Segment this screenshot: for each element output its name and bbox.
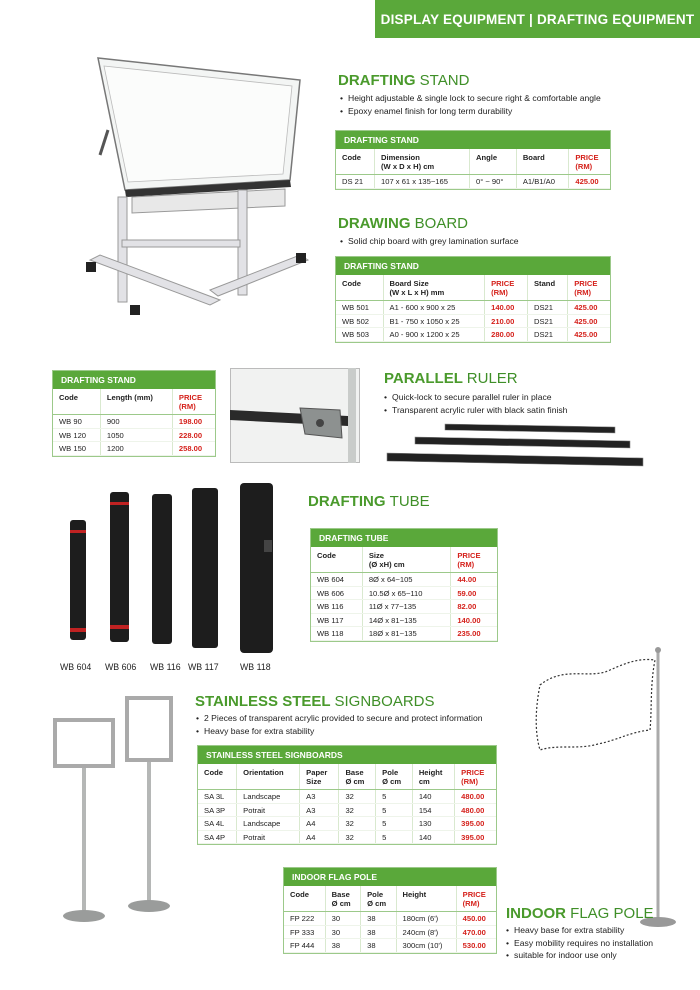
table-row: FP 333 30 38 240cm (8') 470.00 [284,925,496,939]
tube-caption-wb604: WB 604 [60,662,92,672]
table-row: SA 4L Landscape A4 32 5 130 395.00 [198,817,496,831]
parallel-ruler-title: PARALLEL RULER [384,370,518,387]
table-row: DS 21 107 x 61 x 135~165 0° ~ 90° A1/B1/A0 425.00 [336,175,610,189]
signboards-table: STAINLESS STEEL SIGNBOARDS Code Orientation Paper Size Base Ø cm Pole Ø cm Height cm PRICE (RM) SA 3L Landscape A3 32 5 140 480.00 SA 3P Potrait A3 32 5 154 480.00 SA 4L Landscape A4 32 5 130 395.00 SA 4P Potrait A4 32 5 140 395.00 [197,745,497,845]
ruler-price-table: DRAFTING STAND Code Length (mm) PRICE (RM) WB 90 900 198.00 WB 120 1050 228.00 WB 150 1200 258.00 [52,370,216,457]
table-row: WB 502 B1 - 750 x 1050 x 25 210.00 DS21 425.00 [336,314,610,328]
tube-caption-wb116: WB 116 [150,662,181,672]
signboards-bullets: • 2 Pieces of transparent acrylic provided to secure and protect information • Heavy base for extra stability [196,712,483,737]
table-row: FP 222 30 38 180cm (6') 450.00 [284,912,496,926]
drawing-board-table: DRAFTING STAND Code Board Size (W x L x H) mm PRICE (RM) Stand PRICE (RM) WB 501 A1 - 600 x 900 x 25 140.00 DS21 425.00 WB 502 B1 - 750 x 1050 x 25 210.00 DS21 425.00 WB 503 A0 - 900 x 1200 x 25 280.00 DS21 425.00 [335,256,611,343]
flag-pole-bullets: • Heavy base for extra stability • Easy mobility requires no installation • suitable for indoor use only [506,924,653,962]
drafting-stand-title: DRAFTING STAND [338,72,470,89]
ruler-closeup-image [230,368,360,463]
table-row: WB 503 A0 - 900 x 1200 x 25 280.00 DS21 425.00 [336,328,610,342]
flag-pole-table: INDOOR FLAG POLE Code Base Ø cm Pole Ø cm Height PRICE (RM) FP 222 30 38 180cm (6') 450.00 FP 333 30 38 240cm (8') 470.00 FP 444 38 38 300cm (10') 530.00 [283,867,497,954]
table-row: SA 4P Potrait A4 32 5 140 395.00 [198,830,496,844]
signboards-title: STAINLESS STEEL SIGNBOARDS [195,693,435,710]
table-row: WB 604 8Ø x 64~105 44.00 [311,573,497,587]
flag-pole-title: INDOOR FLAG POLE [506,905,654,922]
drafting-stand-table: DRAFTING STAND Code Dimension (W x D x H) cm Angle Board PRICE (RM) DS 21 107 x 61 x 135~165 0° ~ 90° A1/B1/A0 425.00 [335,130,611,190]
table-row: WB 501 A1 - 600 x 900 x 25 140.00 DS21 425.00 [336,301,610,315]
table-row: SA 3P Potrait A3 32 5 154 480.00 [198,803,496,817]
drafting-tube-title: DRAFTING TUBE [308,493,430,510]
table-row: WB 116 11Ø x 77~135 82.00 [311,600,497,614]
drawing-board-title: DRAWING BOARD [338,215,469,232]
parallel-ruler-image [385,420,647,472]
drafting-stand-bullets: • Height adjustable & single lock to secure right & comfortable angle • Epoxy enamel finish for long term durability [340,92,601,117]
drafting-stand-image [60,50,310,325]
tube-caption-wb117: WB 117 [188,662,219,672]
flag-pole-image [510,640,690,940]
drawing-board-bullets: • Solid chip board with grey lamination surface [340,235,519,248]
table-row: FP 444 38 38 300cm (10') 530.00 [284,939,496,953]
tube-caption-wb118: WB 118 [240,662,271,672]
tube-caption-wb606: WB 606 [105,662,137,672]
table-row: WB 606 10.5Ø x 65~110 59.00 [311,586,497,600]
table-row: WB 150 1200 258.00 [53,442,215,456]
table-row: SA 3L Landscape A3 32 5 140 480.00 [198,790,496,804]
drafting-tubes-image [60,480,275,655]
drafting-tube-table: DRAFTING TUBE Code Size (Ø xH) cm PRICE (RM) WB 604 8Ø x 64~105 44.00 WB 606 10.5Ø x 65~110 59.00 WB 116 11Ø x 77~135 82.00 WB 117 14Ø x 81~135 140.00 WB 118 18Ø x 81~135 235.00 [310,528,498,642]
table-row: WB 117 14Ø x 81~135 140.00 [311,613,497,627]
page-header [375,0,700,38]
signboards-image [50,690,175,935]
table-row: WB 118 18Ø x 81~135 235.00 [311,627,497,641]
page-header-title: DISPLAY EQUIPMENT | DRAFTING EQUIPMENT [380,11,695,27]
table-row: WB 120 1050 228.00 [53,428,215,442]
table-row: WB 90 900 198.00 [53,415,215,429]
parallel-ruler-bullets: • Quick-lock to secure parallel ruler in place • Transparent acrylic ruler with black satin finish [384,391,567,416]
